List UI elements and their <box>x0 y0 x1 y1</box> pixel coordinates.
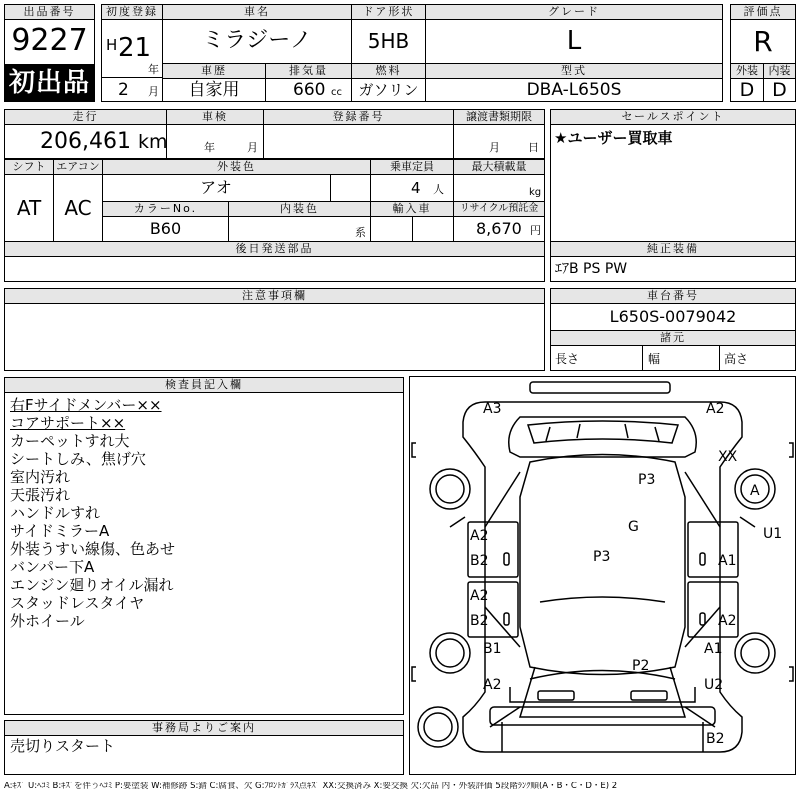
later-parts-box <box>4 256 545 282</box>
width-label: 幅 <box>648 352 661 366</box>
displacement-unit: cc <box>331 87 342 98</box>
length-label: 長さ <box>555 352 580 366</box>
ac-label: エアコン <box>53 159 103 175</box>
inspector-item: シートしみ、焦げ穴 <box>10 450 146 468</box>
car-name-label: 車名 <box>162 4 352 20</box>
recycle-unit: 円 <box>530 224 541 237</box>
inspector-item: 右Fサイドメンバー×× <box>10 396 162 414</box>
inspector-item: ハンドルすれ <box>10 504 101 522</box>
inspector-item: サイドミラーA <box>10 522 110 540</box>
inspector-label: 検査員記入欄 <box>4 377 404 393</box>
damage-label-u1: U1 <box>763 526 783 542</box>
damage-label-b2-ld1: B2 <box>470 553 489 569</box>
damage-label-u2: U2 <box>704 677 724 693</box>
damage-label-a2-bl: A2 <box>483 677 502 693</box>
inspector-item: コアサポート×× <box>10 414 126 432</box>
recycle: 8,670 <box>476 219 522 238</box>
damage-label-p3-mid: P3 <box>593 549 611 565</box>
transfer-day-unit: 日 <box>528 141 539 154</box>
grade: L <box>566 26 582 56</box>
car-outline <box>410 377 795 774</box>
equipment: ｴｱB PS PW <box>555 261 628 277</box>
interior-color-box <box>228 216 371 242</box>
damage-label-a3: A3 <box>483 401 502 417</box>
damage-label-xx: XX <box>718 449 738 465</box>
notes-label: 注意事項欄 <box>4 288 545 304</box>
model-label: 型式 <box>425 63 723 79</box>
office-text: 売切りスタート <box>10 737 116 755</box>
exterior-label: 外装 <box>730 63 764 79</box>
reg-no-box <box>263 124 454 159</box>
recycle-label: リサイクル預託金 <box>453 201 545 217</box>
inspection-label: 車検 <box>166 109 264 125</box>
inspector-item: バンパー下A <box>10 558 95 576</box>
fuel: ガソリン <box>358 81 419 99</box>
max-load-unit: kg <box>529 187 542 198</box>
inspector-item: 外ホイール <box>10 612 85 630</box>
inspector-item: スタッドレスタイヤ <box>10 594 145 612</box>
color-no-label: カラーNo. <box>102 201 229 217</box>
score: R <box>753 25 773 58</box>
fuel-label: 燃料 <box>351 63 426 79</box>
damage-label-a2-top: A2 <box>706 401 725 417</box>
color: アオ <box>200 178 232 197</box>
first-reg-year-unit: 年 <box>148 63 159 76</box>
first-reg-label: 初度登録 <box>101 4 163 20</box>
inspector-item: 天張汚れ <box>10 486 71 504</box>
damage-label-b2-bot: B2 <box>706 731 725 747</box>
damage-label-b2-ld2: B2 <box>470 613 489 629</box>
legend: A:ｷｽﾞ U:ﾍｺﾐ B:ｷｽﾞを伴うﾍｺﾐ P:要塗装 W:補修跡 S:錆 C:腐食、欠 G:ﾌﾛﾝﾄｶﾞﾗｽ点ｷｽﾞ XX:交換済み X:要交換 欠:欠品 内・外装評価 5段階ﾗﾝｸ順(A・B・C・D・E) 2 <box>4 782 618 791</box>
damage-label-a1-rd1: A1 <box>718 553 737 569</box>
damage-label-p3-top: P3 <box>638 472 656 488</box>
displacement: 660 <box>293 80 326 100</box>
damage-label-g: G <box>628 519 639 535</box>
shift-label: シフト <box>4 159 54 175</box>
damage-label-a2-rd2: A2 <box>718 613 737 629</box>
color-label: 外装色 <box>102 159 371 175</box>
specs-label: 諸元 <box>550 330 796 346</box>
inspection-year-unit: 年 <box>204 141 215 154</box>
door-label: ドア形状 <box>351 4 426 20</box>
lot-no-label: 出品番号 <box>4 4 95 20</box>
ac: AC <box>64 196 92 220</box>
inspector-item: カーペットすれ大 <box>10 432 130 450</box>
later-parts-label: 後日発送部品 <box>4 241 545 257</box>
notes-box <box>4 303 545 371</box>
shift: AT <box>16 196 42 220</box>
damage-label-a1-r: A1 <box>704 641 723 657</box>
first-reg-year: 21 <box>118 33 152 63</box>
interior-color-label: 内装色 <box>228 201 371 217</box>
lot-no: 9227 <box>11 23 88 58</box>
transfer-month-unit: 月 <box>489 141 500 154</box>
specs-box <box>550 345 796 371</box>
model: DBA-L650S <box>526 80 622 100</box>
mileage-label: 走行 <box>4 109 167 125</box>
sales-point-label: セールスポイント <box>550 109 796 125</box>
inspector-list <box>10 396 400 630</box>
displacement-label: 排気量 <box>265 63 352 79</box>
damage-label-a2-ld1: A2 <box>470 528 489 544</box>
inspector-item: 外装うすい線傷、色あせ <box>10 540 176 558</box>
car-name: ミラジーノ <box>202 28 312 53</box>
era: H <box>106 36 118 54</box>
equipment-label: 純正装備 <box>550 241 796 257</box>
office-label: 事務局よりご案内 <box>4 720 404 736</box>
exterior-score: D <box>739 79 755 101</box>
inspection-month-unit: 月 <box>247 141 258 154</box>
sales-point: ★ユーザー買取車 <box>554 129 673 147</box>
score-label: 評価点 <box>730 4 796 20</box>
mileage-unit: km <box>138 131 168 153</box>
max-load-label: 最大積載量 <box>453 159 545 175</box>
history-label: 車歴 <box>162 63 266 79</box>
damage-label-a-wheel: A <box>750 483 760 499</box>
damage-label-a2-ld2: A2 <box>470 588 489 604</box>
capacity: 4 <box>411 179 421 197</box>
height-label: 高さ <box>724 352 749 366</box>
first-reg-month: 2 <box>118 80 129 100</box>
chassis-label: 車台番号 <box>550 288 796 304</box>
damage-label-p2: P2 <box>632 658 650 674</box>
damage-diagram <box>409 376 796 775</box>
capacity-unit: 人 <box>433 183 444 196</box>
transfer-deadline-label: 譲渡書類期限 <box>453 109 545 125</box>
door: 5HB <box>367 29 410 53</box>
first-listing-badge: 初出品 <box>4 64 95 102</box>
interior-score: D <box>772 79 787 101</box>
import-label: 輸入車 <box>370 201 454 217</box>
capacity-label: 乗車定員 <box>370 159 454 175</box>
interior-label: 内装 <box>763 63 796 79</box>
color-no: B60 <box>149 219 182 238</box>
first-reg-month-unit: 月 <box>148 85 159 98</box>
inspector-item: 室内汚れ <box>10 468 71 486</box>
chassis-no: L650S-0079042 <box>609 307 737 326</box>
damage-label-b1: B1 <box>483 641 502 657</box>
grade-label: グレード <box>425 4 723 20</box>
interior-color-unit: 系 <box>355 226 366 239</box>
inspector-item: エンジン廻りオイル漏れ <box>10 576 174 594</box>
mileage: 206,461 <box>40 129 131 154</box>
reg-no-label: 登録番号 <box>263 109 454 125</box>
history: 自家用 <box>188 80 240 100</box>
